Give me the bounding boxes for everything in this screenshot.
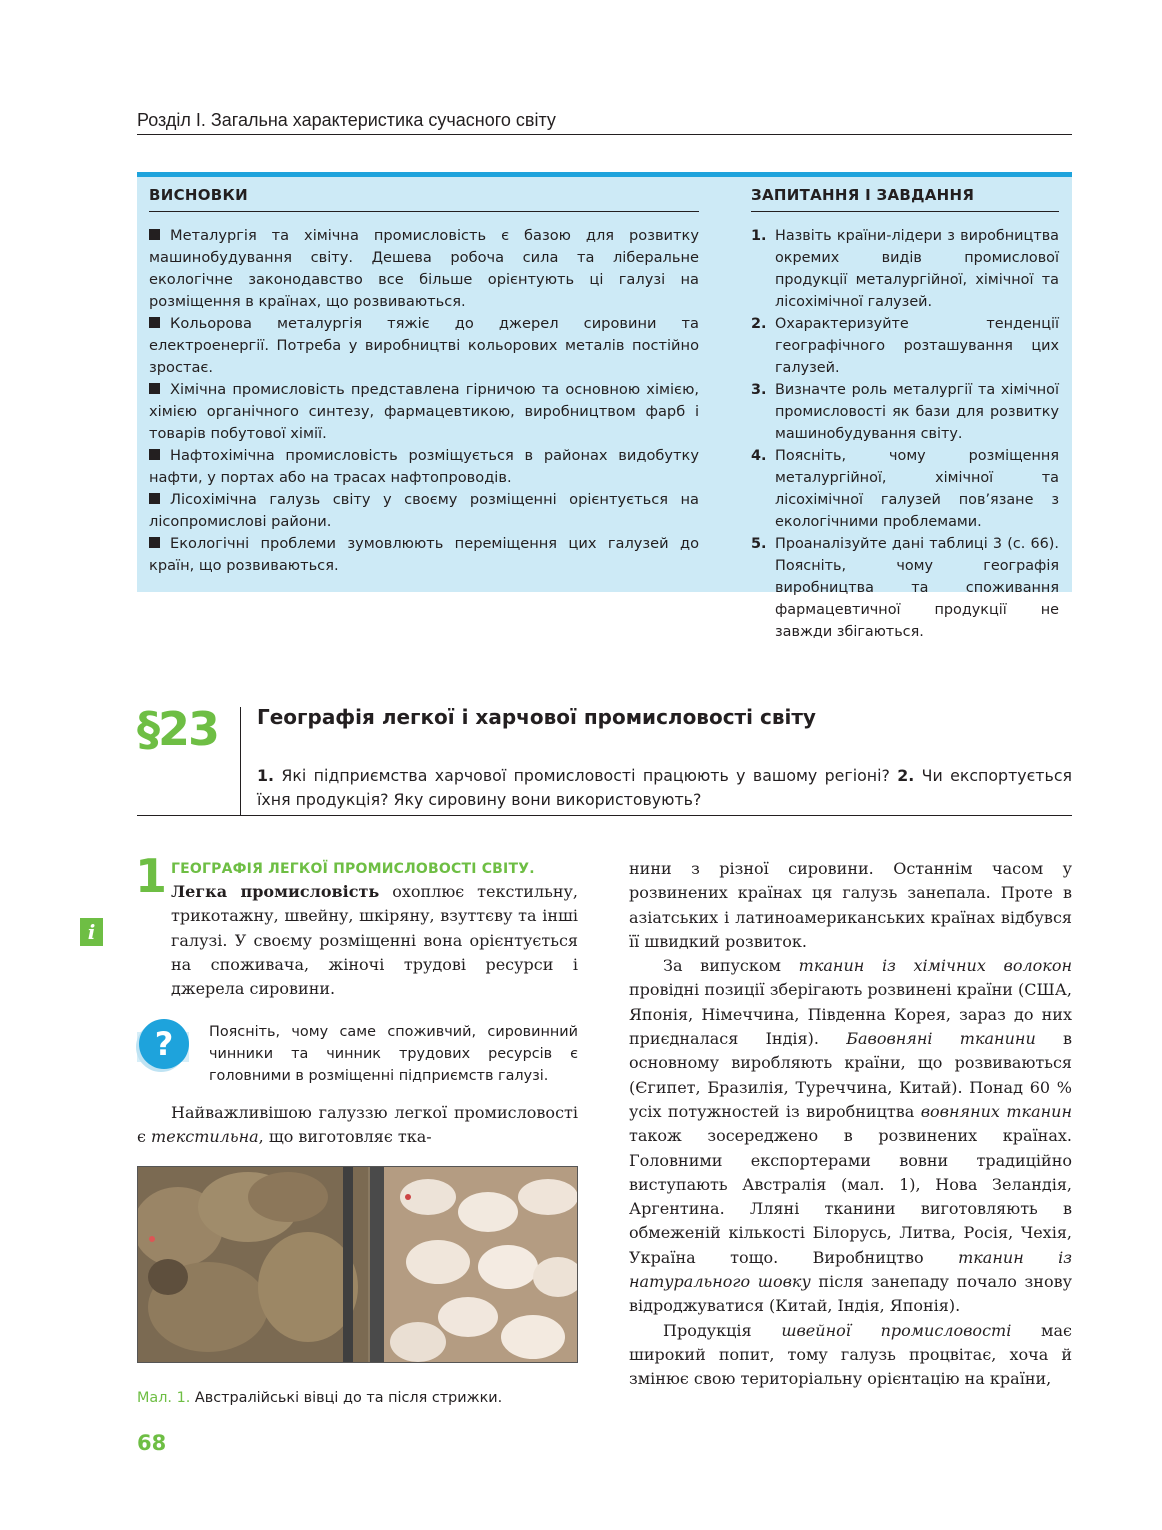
square-bullet-icon	[149, 537, 160, 548]
questions-heading-rule	[751, 211, 1059, 212]
question-item: 3. Визначте роль металургії та хімічної промисловості як бази для розвитку машинобудування світу.	[751, 382, 1059, 442]
square-bullet-icon	[149, 383, 160, 394]
question-callout	[137, 1019, 578, 1089]
paragraph-divider	[240, 707, 241, 815]
conclusion-item: Нафтохімічна промисловість розміщується в районах видобутку нафти, у портах або на трасах нафтопроводів.	[149, 447, 699, 486]
question-item: 4. Поясніть, чому розміщення металургійної, хімічної та лісохімічної галузей пов’язане з екологічними проблемами.	[751, 448, 1059, 530]
right-column-text	[629, 857, 1072, 1392]
right-paragraph-3: Продукція швейної промисловості має широкий попит, тому галузь процвітає, хоча й змінює свою територіальну орієнтацію на країни,	[629, 1320, 1073, 1389]
paragraph-title: Географія легкої і харчової промисловості світу	[257, 705, 816, 729]
questions-heading: ЗАПИТАННЯ І ЗАВДАННЯ	[751, 186, 975, 204]
section-heading: ГЕОГРАФІЯ ЛЕГКОЇ ПРОМИСЛОВОСТІ СВІТУ.	[171, 861, 535, 877]
running-head: Розділ I. Загальна характеристика сучасного світу	[137, 110, 556, 130]
conclusion-item: Кольорова металургія тяжіє до джерел сировини та електроенергії. Потреба у виробництві кольорових металів постійно зростає.	[149, 315, 699, 376]
right-paragraph-2: За випуском тканин із хімічних волокон провідні позиції зберігають розвинені країни (США, Японія, Німеччина, Південна Корея, зараз до них приєдналася Індія). Бавовняні тканини в основному виробляють країни, що розвиваються (Єгипет, Бразилія, Туреччина, Китай). Понад 60 % усіх потужностей із виробництва вовняних тканин також зосереджено в розвинених країнах. Головними експортерами вовни традиційно виступають Австралія (мал. 1), Нова Зеландія, Аргентина. Лляні тканини виготовляють в обмеженій кількості Білорусь, Литва, Росія, Чехія, Україна тощо. Виробництво тканин із натурального шовку після занепаду почало знову відроджуватися (Китай, Індія, Японія).	[629, 956, 1073, 1316]
paragraph-number: §23	[137, 702, 219, 756]
paragraph-rule	[137, 815, 1072, 816]
square-bullet-icon	[149, 493, 160, 504]
summary-top-bar	[137, 172, 1072, 177]
section-intro: ГЕОГРАФІЯ ЛЕГКОЇ ПРОМИСЛОВОСТІ СВІТУ. Легка промисловість охоплює текстильну, трикотажну, швейну, шкіряну, взуттєву та інші галузі. У своєму розміщенні вона орієнтується на споживача, жіночі трудові ресурси і джерела сировини.	[171, 861, 579, 999]
conclusions-heading: ВИСНОВКИ	[149, 186, 248, 204]
conclusion-item: Екологічні проблеми зумовлюють переміщення цих галузей до країн, що розвиваються.	[149, 535, 699, 574]
textile-paragraph: Найважливішою галуззю легкої промисловості є текстильна, що виготовляє тка-	[137, 1103, 578, 1147]
square-bullet-icon	[149, 449, 160, 460]
conclusion-item: Хімічна промисловість представлена гірничою та основною хімією, хімією органічного синтезу, фармацевтикою, виробництвом фарб і товарів побутової хімії.	[149, 381, 699, 442]
paragraph-warmup-questions: 1. Які підприємства харчової промисловості працюють у вашому регіоні? 2. Чи експортується їхня продукція? Яку сировину вони використовують?	[257, 766, 1073, 809]
right-paragraph-1: нини з різної сировини. Останнім часом у розвинених країнах ця галузь занепала. Проте в азіатських і латиноамериканських країнах відбувся її швидкий розвиток.	[629, 859, 1072, 951]
sheep-photo-image	[138, 1167, 578, 1363]
info-icon: i	[80, 918, 103, 946]
square-bullet-icon	[149, 317, 160, 328]
bold-term: Легка промисловість	[171, 882, 380, 901]
question-callout-text: Поясніть, чому саме споживчий, сировинний чинники та чинник трудових ресурсів є головними в розміщенні підприємств галузі.	[209, 1024, 578, 1084]
questions-list	[751, 225, 1059, 643]
question-item: 2. Охарактеризуйте тенденції географічного розташування цих галузей.	[751, 316, 1059, 376]
conclusions-heading-rule	[149, 211, 699, 212]
sheep-photo	[137, 1166, 578, 1363]
conclusion-item: Лісохімічна галузь світу у своєму розміщенні орієнтується на лісопромислові райони.	[149, 491, 699, 530]
question-icon: ?	[139, 1019, 189, 1069]
question-item: 1. Назвіть країни-лідери з виробництва окремих видів промислової продукції металургійної, хімічної та лісохімічної галузей.	[751, 228, 1059, 310]
summary-box	[137, 172, 1072, 640]
section-number: 1	[135, 849, 168, 903]
square-bullet-icon	[149, 229, 160, 240]
running-head-rule	[137, 134, 1072, 135]
page-number: 68	[137, 1431, 167, 1455]
question-item: 5. Проаналізуйте дані таблиці 3 (с. 66). Поясніть, чому географія виробництва та споживання фармацевтичної продукції не завжди збігаються.	[751, 536, 1059, 640]
figure-caption: Мал. 1. Австралійські вівці до та після стрижки.	[137, 1390, 503, 1406]
conclusion-item: Металургія та хімічна промисловість є базою для розвитку машинобудування світу. Дешева робоча сила та ліберальне екологічне законодавство все більше орієнтують ці галузі на розміщення в країнах, що розвиваються.	[149, 227, 699, 310]
conclusions-list	[149, 225, 699, 577]
